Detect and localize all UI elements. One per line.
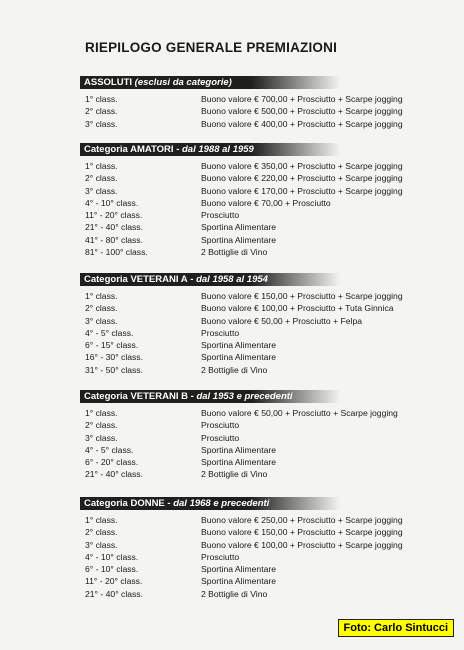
- page-title: RIEPILOGO GENERALE PREMIAZIONI: [85, 40, 338, 55]
- section-donne: [80, 497, 452, 600]
- section-header-main: ASSOLUTI: [84, 77, 133, 88]
- rank-label: 1° class.: [85, 291, 118, 301]
- prize-row: [80, 419, 452, 431]
- rank-label: 2° class.: [85, 303, 118, 314]
- prize-text: Prosciutto: [201, 551, 240, 562]
- prize-text: Buono valore € 150,00 + Prosciutto + Scarpe jogging: [201, 291, 403, 301]
- section-header-main: Categoria VETERANI A: [84, 274, 188, 285]
- rank-label: 2° class.: [85, 527, 118, 538]
- rank-label: 1° class.: [85, 94, 118, 104]
- section-header-sub: - dal 1958 al 1954: [187, 274, 268, 285]
- prize-text: 2 Bottiglie di Vino: [201, 364, 268, 375]
- section-header-sub: - dal 1968 e precedenti: [164, 498, 270, 509]
- prize-text: Buono valore € 150,00 + Prosciutto + Scarpe jogging: [201, 527, 403, 538]
- rank-label: 21° - 40° class.: [85, 469, 143, 480]
- rank-label: 11° - 20° class.: [85, 576, 143, 587]
- prize-text: Prosciutto: [201, 420, 240, 431]
- rank-label: 41° - 80° class.: [85, 234, 143, 245]
- prize-text: Sportina Alimentare: [201, 222, 276, 233]
- section-assoluti: [80, 76, 452, 130]
- prize-row: [80, 302, 452, 314]
- prize-text: Buono valore € 50,00 + Prosciutto + Felpa: [201, 315, 362, 326]
- rank-label: 4° - 5° class.: [85, 327, 134, 338]
- rank-label: 3° class.: [85, 432, 118, 443]
- prize-text: 2 Bottiglie di Vino: [201, 247, 268, 258]
- prize-text: Buono valore € 170,00 + Prosciutto + Scarpe jogging: [201, 185, 403, 196]
- prize-row: [80, 407, 452, 419]
- prize-row: [80, 588, 452, 600]
- prize-text: Buono valore € 500,00 + Prosciutto + Scarpe jogging: [201, 106, 403, 117]
- section-header-main: Categoria AMATORI: [84, 144, 174, 155]
- prize-row: [80, 93, 452, 105]
- prize-text: Sportina Alimentare: [201, 234, 276, 245]
- prize-text: Sportina Alimentare: [201, 444, 276, 455]
- prize-text: 2 Bottiglie di Vino: [201, 588, 268, 599]
- rank-label: 6° - 15° class.: [85, 340, 139, 351]
- prize-row: [80, 118, 452, 130]
- prize-row: [80, 551, 452, 563]
- rank-label: 11° - 20° class.: [85, 210, 143, 221]
- section-header: [80, 143, 452, 156]
- prize-row: [80, 290, 452, 302]
- prize-row: [80, 364, 452, 376]
- prize-row: [80, 172, 452, 184]
- section-header-sub: - dal 1953 e precedenti: [188, 391, 293, 402]
- prize-text: Prosciutto: [201, 327, 240, 338]
- prize-text: Buono valore € 50,00 + Prosciutto + Scarpe jogging: [201, 408, 398, 418]
- prize-row: [80, 526, 452, 538]
- prize-row: [80, 185, 452, 197]
- prize-text: Buono valore € 700,00 + Prosciutto + Scarpe jogging: [201, 94, 403, 104]
- section-veterani-b: [80, 390, 452, 481]
- rank-label: 2° class.: [85, 420, 118, 431]
- prize-row: [80, 105, 452, 117]
- rank-label: 21° - 40° class.: [85, 588, 143, 599]
- prize-row: [80, 160, 452, 172]
- prize-text: Prosciutto: [201, 210, 240, 221]
- section-header-main: Categoria DONNE: [84, 498, 165, 509]
- prize-text: Buono valore € 250,00 + Prosciutto + Scarpe jogging: [201, 515, 403, 525]
- section-header: [80, 390, 452, 403]
- prize-row: [80, 575, 452, 587]
- section-header: [80, 273, 452, 286]
- rank-label: 6° - 20° class.: [85, 457, 139, 468]
- rank-label: 6° - 10° class.: [85, 564, 139, 575]
- prize-row: [80, 327, 452, 339]
- rank-label: 2° class.: [85, 173, 118, 184]
- prize-row: [80, 563, 452, 575]
- section-veterani-a: [80, 273, 452, 376]
- prize-row: [80, 539, 452, 551]
- rank-label: 4° - 5° class.: [85, 444, 134, 455]
- rank-label: 3° class.: [85, 185, 118, 196]
- prize-text: Prosciutto: [201, 432, 240, 443]
- prize-text: Sportina Alimentare: [201, 564, 276, 575]
- prize-text: Buono valore € 220,00 + Prosciutto + Scarpe jogging: [201, 173, 403, 184]
- prize-row: [80, 514, 452, 526]
- prize-row: [80, 209, 452, 221]
- prize-text: Buono valore € 400,00 + Prosciutto + Scarpe jogging: [201, 118, 403, 129]
- prize-text: Sportina Alimentare: [201, 576, 276, 587]
- section-header: [80, 497, 452, 510]
- prize-text: Buono valore € 100,00 + Prosciutto + Scarpe jogging: [201, 539, 403, 550]
- prize-text: Sportina Alimentare: [201, 457, 276, 468]
- prize-text: Sportina Alimentare: [201, 352, 276, 363]
- section-header-sub: - dal 1988 al 1959: [173, 144, 254, 155]
- section-amatori: [80, 143, 452, 258]
- prize-text: Sportina Alimentare: [201, 340, 276, 351]
- rank-label: 3° class.: [85, 539, 118, 550]
- rank-label: 1° class.: [85, 515, 118, 525]
- prize-row: [80, 234, 452, 246]
- prize-row: [80, 432, 452, 444]
- prize-row: [80, 197, 452, 209]
- rank-label: 4° - 10° class.: [85, 551, 139, 562]
- prize-row: [80, 246, 452, 258]
- rank-label: 81° - 100° class.: [85, 247, 148, 258]
- prize-row: [80, 315, 452, 327]
- prize-row: [80, 221, 452, 233]
- rank-label: 2° class.: [85, 106, 118, 117]
- prize-row: [80, 456, 452, 468]
- section-header: [80, 76, 452, 89]
- rank-label: 16° - 30° class.: [85, 352, 143, 363]
- rank-label: 21° - 40° class.: [85, 222, 143, 233]
- prize-text: Buono valore € 100,00 + Prosciutto + Tuta Ginnica: [201, 303, 394, 314]
- section-header-main: Categoria VETERANI B: [84, 391, 188, 402]
- rank-label: 1° class.: [85, 161, 118, 171]
- prize-text: 2 Bottiglie di Vino: [201, 469, 268, 480]
- prize-row: [80, 468, 452, 480]
- prize-text: Buono valore € 70,00 + Prosciutto: [201, 197, 331, 208]
- rank-label: 4° - 10° class.: [85, 197, 139, 208]
- prize-row: [80, 339, 452, 351]
- rank-label: 1° class.: [85, 408, 118, 418]
- rank-label: 31° - 50° class.: [85, 364, 143, 375]
- rank-label: 3° class.: [85, 315, 118, 326]
- prize-row: [80, 351, 452, 363]
- prize-row: [80, 444, 452, 456]
- rank-label: 3° class.: [85, 118, 118, 129]
- section-header-sub: (esclusi da categorie): [132, 77, 232, 88]
- prize-text: Buono valore € 350,00 + Prosciutto + Scarpe jogging: [201, 161, 403, 171]
- photo-credit: Foto: Carlo Sintucci: [338, 619, 455, 637]
